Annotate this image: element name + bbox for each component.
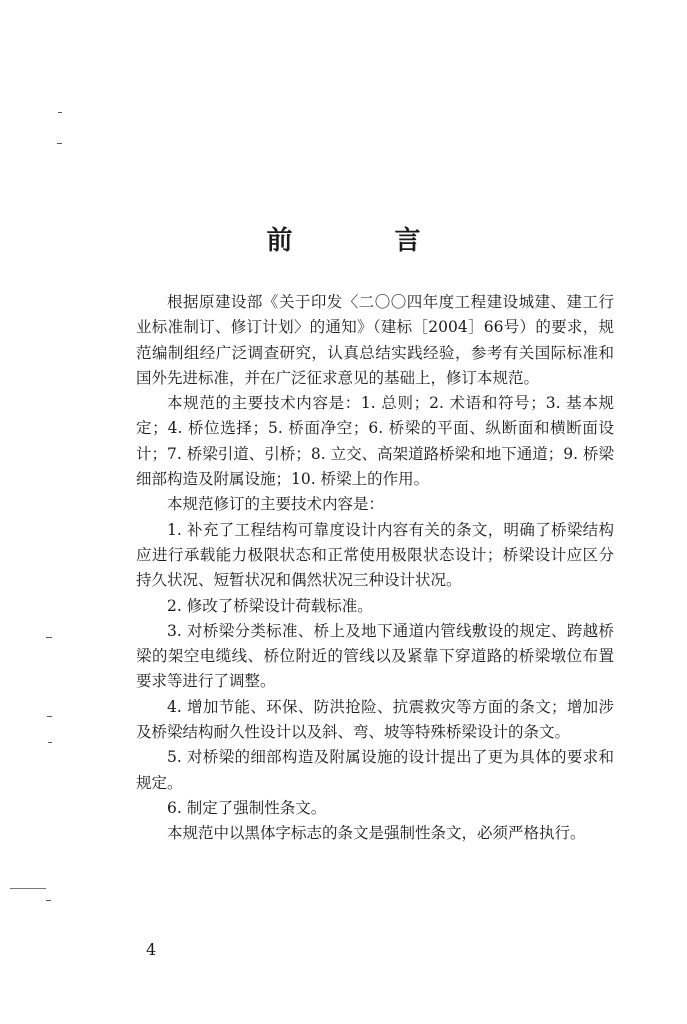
paragraph: 6. 制定了强制性条文。 xyxy=(167,798,327,817)
paragraph: 3. 对桥梁分类标准、桥上及地下通道内管线敷设的规定、跨越桥梁的架空电缆线、桥位附近的管线以及紧靠下穿道路的桥梁墩位布置要求等进行了调整。 xyxy=(136,621,614,691)
scan-mark xyxy=(58,112,62,113)
scan-mark xyxy=(48,742,52,743)
scan-mark xyxy=(10,888,46,889)
paragraph: 4. 增加节能、环保、防洪抢险、抗震救灾等方面的条文；增加涉及桥梁结构耐久性设计以及斜、弯、坡等特殊桥梁设计的条文。 xyxy=(136,697,614,742)
scan-mark xyxy=(47,716,52,717)
scan-mark xyxy=(57,143,62,144)
preface-body xyxy=(136,290,614,847)
paragraph: 本规范中以黑体字标志的条文是强制性条文，必须严格执行。 xyxy=(167,824,586,843)
paragraph: 本规范的主要技术内容是：1. 总则；2. 术语和符号；3. 基本规定；4. 桥位选择；5. 桥面净空；6. 桥梁的平面、纵断面和横断面设计；7. 桥梁引道、引桥；8. 立交、高架道路桥梁和地下通道；9. 桥梁细部构造及附属设施；10. 桥梁上的作用。 xyxy=(136,394,614,489)
paragraph: 本规范修订的主要技术内容是： xyxy=(167,495,385,514)
paragraph: 1. 补充了工程结构可靠度设计内容有关的条文，明确了桥梁结构应进行承载能力极限状态和正常使用极限状态设计；桥梁设计应区分持久状况、短暂状况和偶然状况三种设计状况。 xyxy=(136,520,614,590)
scan-mark xyxy=(46,900,51,901)
paragraph: 2. 修改了桥梁设计荷载标准。 xyxy=(167,596,373,615)
paragraph: 根据原建设部《关于印发〈二〇〇四年度工程建设城建、建工行业标准制订、修订计划〉的通知》（建标［2004］66号）的要求，规范编制组经广泛调查研究，认真总结实践经验，参考有关国际标准和国外先进标准，并在广泛征求意见的基础上，修订本规范。 xyxy=(136,293,614,387)
paragraph: 5. 对桥梁的细部构造及附属设施的设计提出了更为具体的要求和规定。 xyxy=(136,748,614,792)
page-title: 前 言 xyxy=(266,226,459,256)
page-number: 4 xyxy=(146,940,157,959)
scan-mark xyxy=(46,637,52,638)
